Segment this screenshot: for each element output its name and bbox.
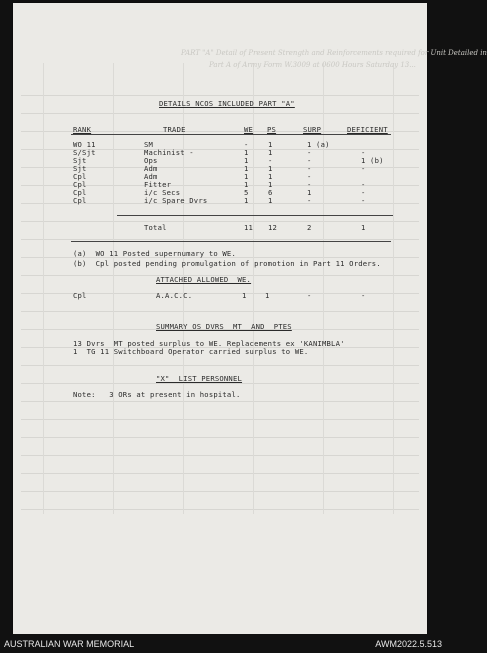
- cell-trade: Adm: [144, 172, 158, 181]
- total-we: 11: [244, 223, 254, 232]
- note-b: (b) Cpl posted pending promulgation of promotion in Part 11 Orders.: [73, 259, 381, 268]
- cell-we: 1: [244, 156, 249, 165]
- footer-institution: AUSTRALIAN WAR MEMORIAL: [4, 639, 135, 649]
- cell-we: 1: [244, 180, 249, 189]
- cell-trade: i/c Spare Dvrs: [144, 196, 208, 205]
- cell-surp: -: [307, 172, 312, 181]
- x-list-note: Note: 3 ORs at present in hospital.: [73, 390, 241, 399]
- cell-ps: 1: [268, 148, 273, 157]
- cell-ps: 1: [268, 172, 273, 181]
- header-we: WE: [244, 125, 254, 134]
- cell-trade: Adm: [144, 164, 158, 173]
- attached-we: 1: [242, 291, 247, 300]
- cell-surp: -: [307, 196, 312, 205]
- header-ps: PS: [267, 125, 277, 134]
- archive-footer: [0, 634, 446, 653]
- cell-ps: 1: [268, 164, 273, 173]
- cell-we: 1: [244, 148, 249, 157]
- total-label: Total: [144, 223, 167, 232]
- cell-we: 5: [244, 188, 249, 197]
- cell-rank: Cpl: [73, 180, 87, 189]
- footer-accession-number: AWM2022.5.513: [375, 639, 442, 649]
- cell-ps: 1: [268, 196, 273, 205]
- page-title: DETAILS NCOS INCLUDED PART "A": [159, 99, 295, 108]
- attached-def: -: [361, 291, 366, 300]
- cell-def: -: [361, 164, 366, 173]
- cell-trade: i/c Secs: [144, 188, 181, 197]
- total-rule-top: [117, 215, 393, 216]
- show-through-text-2: Part A of Army Form W.3009 at 0600 Hours Saturday 13...: [209, 61, 416, 69]
- cell-rank: Cpl: [73, 188, 87, 197]
- cell-rank: Sjt: [73, 156, 87, 165]
- header-trade: TRADE: [163, 125, 186, 134]
- header-deficient: DEFICIENT: [347, 125, 388, 134]
- cell-rank: WO 11: [73, 140, 96, 149]
- attached-surp: -: [307, 291, 312, 300]
- cell-def: -: [361, 148, 366, 157]
- cell-ps: 6: [268, 188, 273, 197]
- cell-trade: Ops: [144, 156, 158, 165]
- total-ps: 12: [268, 223, 278, 232]
- show-through-text-1: PART "A" Detail of Present Strength and Reinforcements required for Unit Detailed in: [181, 49, 487, 57]
- total-rule-bottom: [71, 241, 391, 242]
- cell-def: -: [361, 196, 366, 205]
- cell-rank: Sjt: [73, 164, 87, 173]
- document-page: [13, 3, 487, 634]
- cell-surp: 1: [307, 188, 312, 197]
- attached-heading: ATTACHED ALLOWED WE.: [156, 275, 252, 284]
- cell-we: 1: [244, 172, 249, 181]
- cell-surp: -: [307, 148, 312, 157]
- cell-rank: Cpl: [73, 172, 87, 181]
- show-through-grid: [13, 3, 427, 634]
- cell-def: -: [361, 188, 366, 197]
- total-def: 1: [361, 223, 366, 232]
- total-surp: 2: [307, 223, 312, 232]
- attached-trade: A.A.C.C.: [156, 291, 193, 300]
- cell-trade: Machinist -: [144, 148, 194, 157]
- cell-surp: 1 (a): [307, 140, 330, 149]
- x-list-heading: "X" LIST PERSONNEL: [156, 374, 243, 383]
- cell-trade: SM: [144, 140, 154, 149]
- cell-we: 1: [244, 196, 249, 205]
- cell-ps: -: [268, 156, 273, 165]
- cell-ps: 1: [268, 180, 273, 189]
- cell-we: 1: [244, 164, 249, 173]
- cell-trade: Fitter: [144, 180, 172, 189]
- cell-def: 1 (b): [361, 156, 384, 165]
- cell-surp: -: [307, 180, 312, 189]
- cell-surp: -: [307, 164, 312, 173]
- header-surp: SURP: [303, 125, 322, 134]
- cell-def: -: [361, 180, 366, 189]
- attached-ps: 1: [265, 291, 270, 300]
- header-rule: [71, 134, 391, 135]
- header-rank: RANK: [73, 125, 92, 134]
- summary-line-1: 13 Dvrs MT posted surplus to WE. Replacements ex 'KANIMBLA': [73, 339, 345, 348]
- cell-surp: -: [307, 156, 312, 165]
- cell-ps: 1: [268, 140, 273, 149]
- note-a: (a) WO 11 Posted supernumary to WE.: [73, 249, 236, 258]
- summary-heading: SUMMARY OS DVRS MT AND PTES: [156, 322, 292, 331]
- cell-we: -: [244, 140, 249, 149]
- attached-rank: Cpl: [73, 291, 87, 300]
- cell-rank: Cpl: [73, 196, 87, 205]
- summary-line-2: 1 TG 11 Switchboard Operator carried surplus to WE.: [73, 347, 309, 356]
- cell-rank: S/Sjt: [73, 148, 96, 157]
